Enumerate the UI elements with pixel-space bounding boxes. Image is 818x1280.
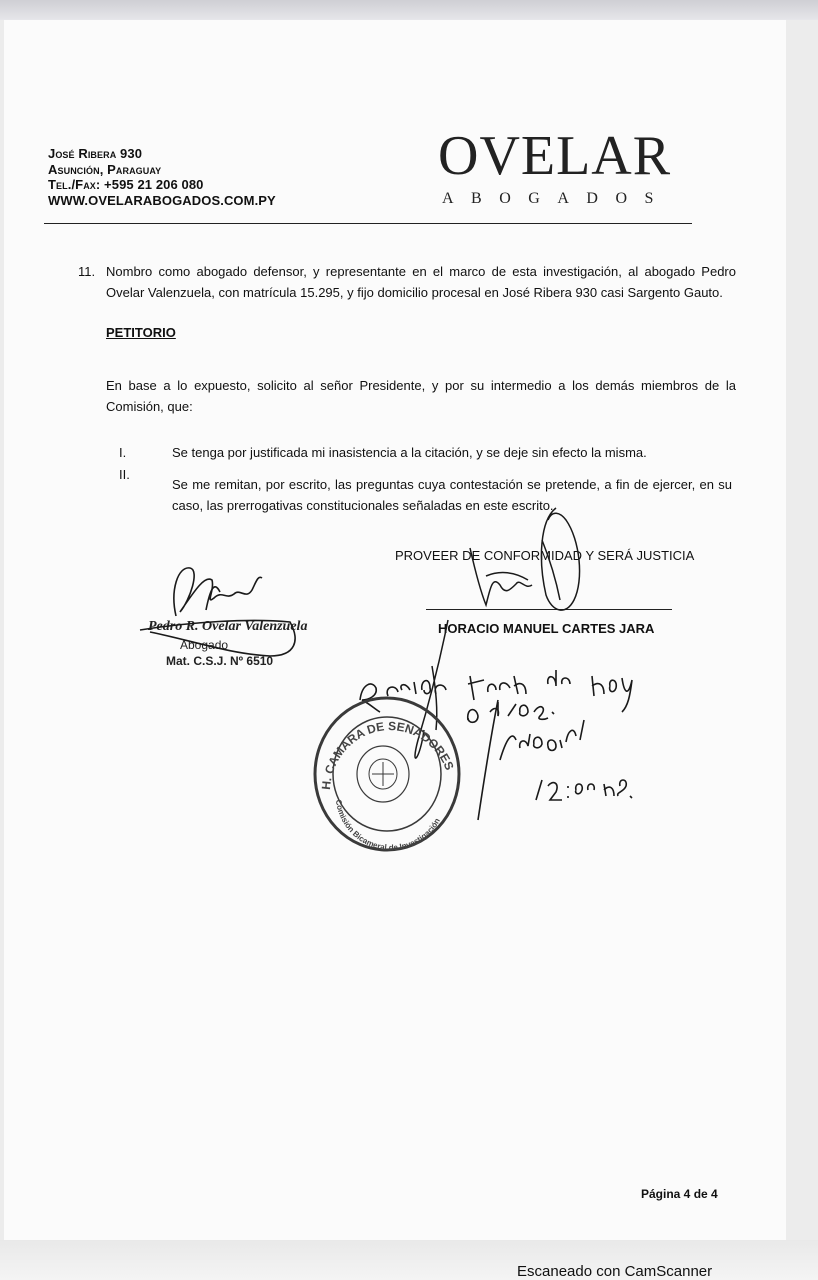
item-11-paragraph: Nombro como abogado defensor, y representante en el marco de esta investigación, al abogado Pedro Ovelar Valenzuela, con matrícula 15.295, y fijo domicilio procesal en José Ribera 930 casi Sargento Gauto. (106, 264, 736, 300)
petitorio-heading: PETITORIO (106, 325, 176, 340)
request-numeral: I. (119, 445, 127, 460)
received-note (360, 670, 632, 820)
address-street: José Ribera 930 (48, 146, 143, 161)
page-number: Página 4 de 4 (641, 1187, 718, 1201)
address-website: WWW.OVELARABOGADOS.COM.PY (48, 192, 276, 208)
request-text: Se tenga por justificada mi inasistencia a la citación, y se deje sin efecto la misma. (172, 445, 647, 460)
request-numeral: II. (119, 467, 130, 482)
closing-formula: PROVEER DE CONFORMIDAD Y SERÁ JUSTICIA (395, 548, 695, 563)
intro-paragraph: En base a lo expuesto, solicito al señor Presidente, y por su intermedio a los demás miembros de la Comisión, que: (106, 378, 736, 414)
lawyer-signature (140, 568, 295, 656)
lawyer-stamp-registration: Mat. C.S.J. Nº 6510 (166, 654, 274, 668)
logo-main-text: OVELAR (438, 125, 672, 187)
logo-sub-text: ABOGADOS (442, 190, 671, 207)
address-city: Asunción, Paraguay (48, 161, 162, 177)
camscanner-watermark: Escaneado con CamScanner (517, 1263, 713, 1280)
seal-bottom-text: Comisión Bicameral de Investigación (333, 798, 442, 853)
lawyer-stamp-name: Pedro R. Ovelar Valenzuela (148, 619, 308, 634)
item-number: 11. (78, 264, 96, 279)
lawyer-stamp-title: Abogado (180, 638, 229, 652)
request-text: Se me remitan, por escrito, las preguntas cuya contestación se pretende, a fin de ejercer, en su caso, las prerrogativas constitucionales señaladas en este escrito. (172, 477, 732, 513)
signer-name: HORACIO MANUEL CARTES JARA (438, 621, 655, 636)
seal-top-text: H. CAMARA DE SENADORES (318, 719, 457, 791)
address-phone: Tel./Fax: +595 21 206 080 (48, 177, 204, 192)
